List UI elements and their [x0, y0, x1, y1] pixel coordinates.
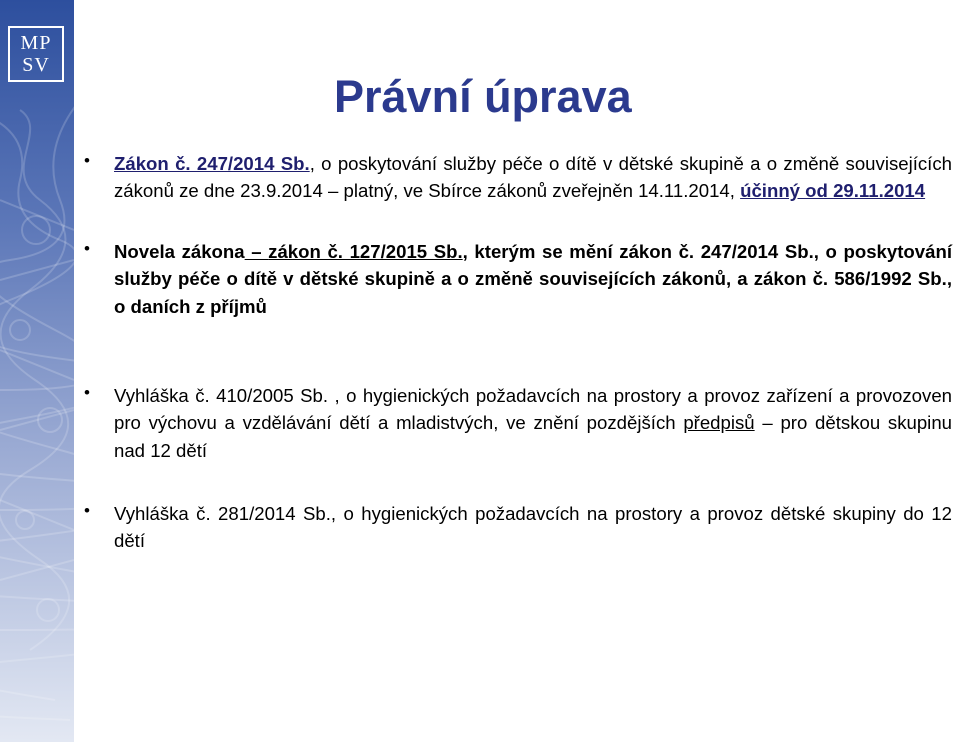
item-text-rest: , kterým se mění zákon č. 247/2014 Sb., o poskytování služby péče o dítě v dětské skupině a o změně souvisejících zákonů, a zákon č. 586/1992 Sb., o daních z příjmů: [114, 241, 952, 317]
decorative-pattern: [0, 0, 74, 742]
sidebar-decoration: [0, 0, 74, 742]
bullet-icon: •: [84, 383, 90, 402]
mpsv-logo: [8, 26, 64, 82]
effective-date: účinný od 29.11.2014: [740, 180, 926, 202]
list-item: [84, 150, 960, 205]
list-item: [84, 500, 960, 555]
law-link[interactable]: Zákon č. 247/2014 Sb.: [114, 153, 310, 174]
law-link[interactable]: zákon č. 127/2015 Sb.: [268, 241, 463, 262]
item-underlined: předpisů: [683, 412, 755, 434]
item-text: [114, 382, 960, 464]
item-text: [114, 150, 960, 205]
logo-line-1: MP: [20, 32, 52, 54]
item-text: [114, 238, 960, 320]
item-text-rest: , o poskytování služby péče o dítě v dětské skupině a o změně souvisejících zákonů ze dne 23.9.2014 – platný, ve Sbírce zákonů zveřejněn 14.11.2014,: [114, 153, 952, 202]
bullet-icon: •: [84, 239, 90, 258]
logo-line-2: SV: [22, 54, 50, 76]
bullet-icon: •: [84, 501, 90, 520]
item-text-main: Vyhláška č. 281/2014 Sb., o hygienických požadavcích na prostory a provoz dětské skupiny do 12 dětí: [114, 503, 952, 552]
bullet-icon: •: [84, 151, 90, 170]
item-text-main: Vyhláška č. 410/2005 Sb. , o hygienických požadavcích na prostory a provoz zařízení a provozoven pro výchovu a vzdělávání dětí a mladistvých, ve znění pozdějších: [114, 385, 952, 434]
item-lead: Novela zákona: [114, 241, 245, 262]
list-item: [84, 382, 960, 464]
item-text-tail: – pro dětskou skupinu nad 12 dětí: [114, 412, 952, 461]
list-item: [84, 238, 960, 320]
item-dash: –: [244, 241, 269, 262]
page-title: Právní úprava: [334, 71, 632, 122]
item-text: [114, 500, 960, 555]
